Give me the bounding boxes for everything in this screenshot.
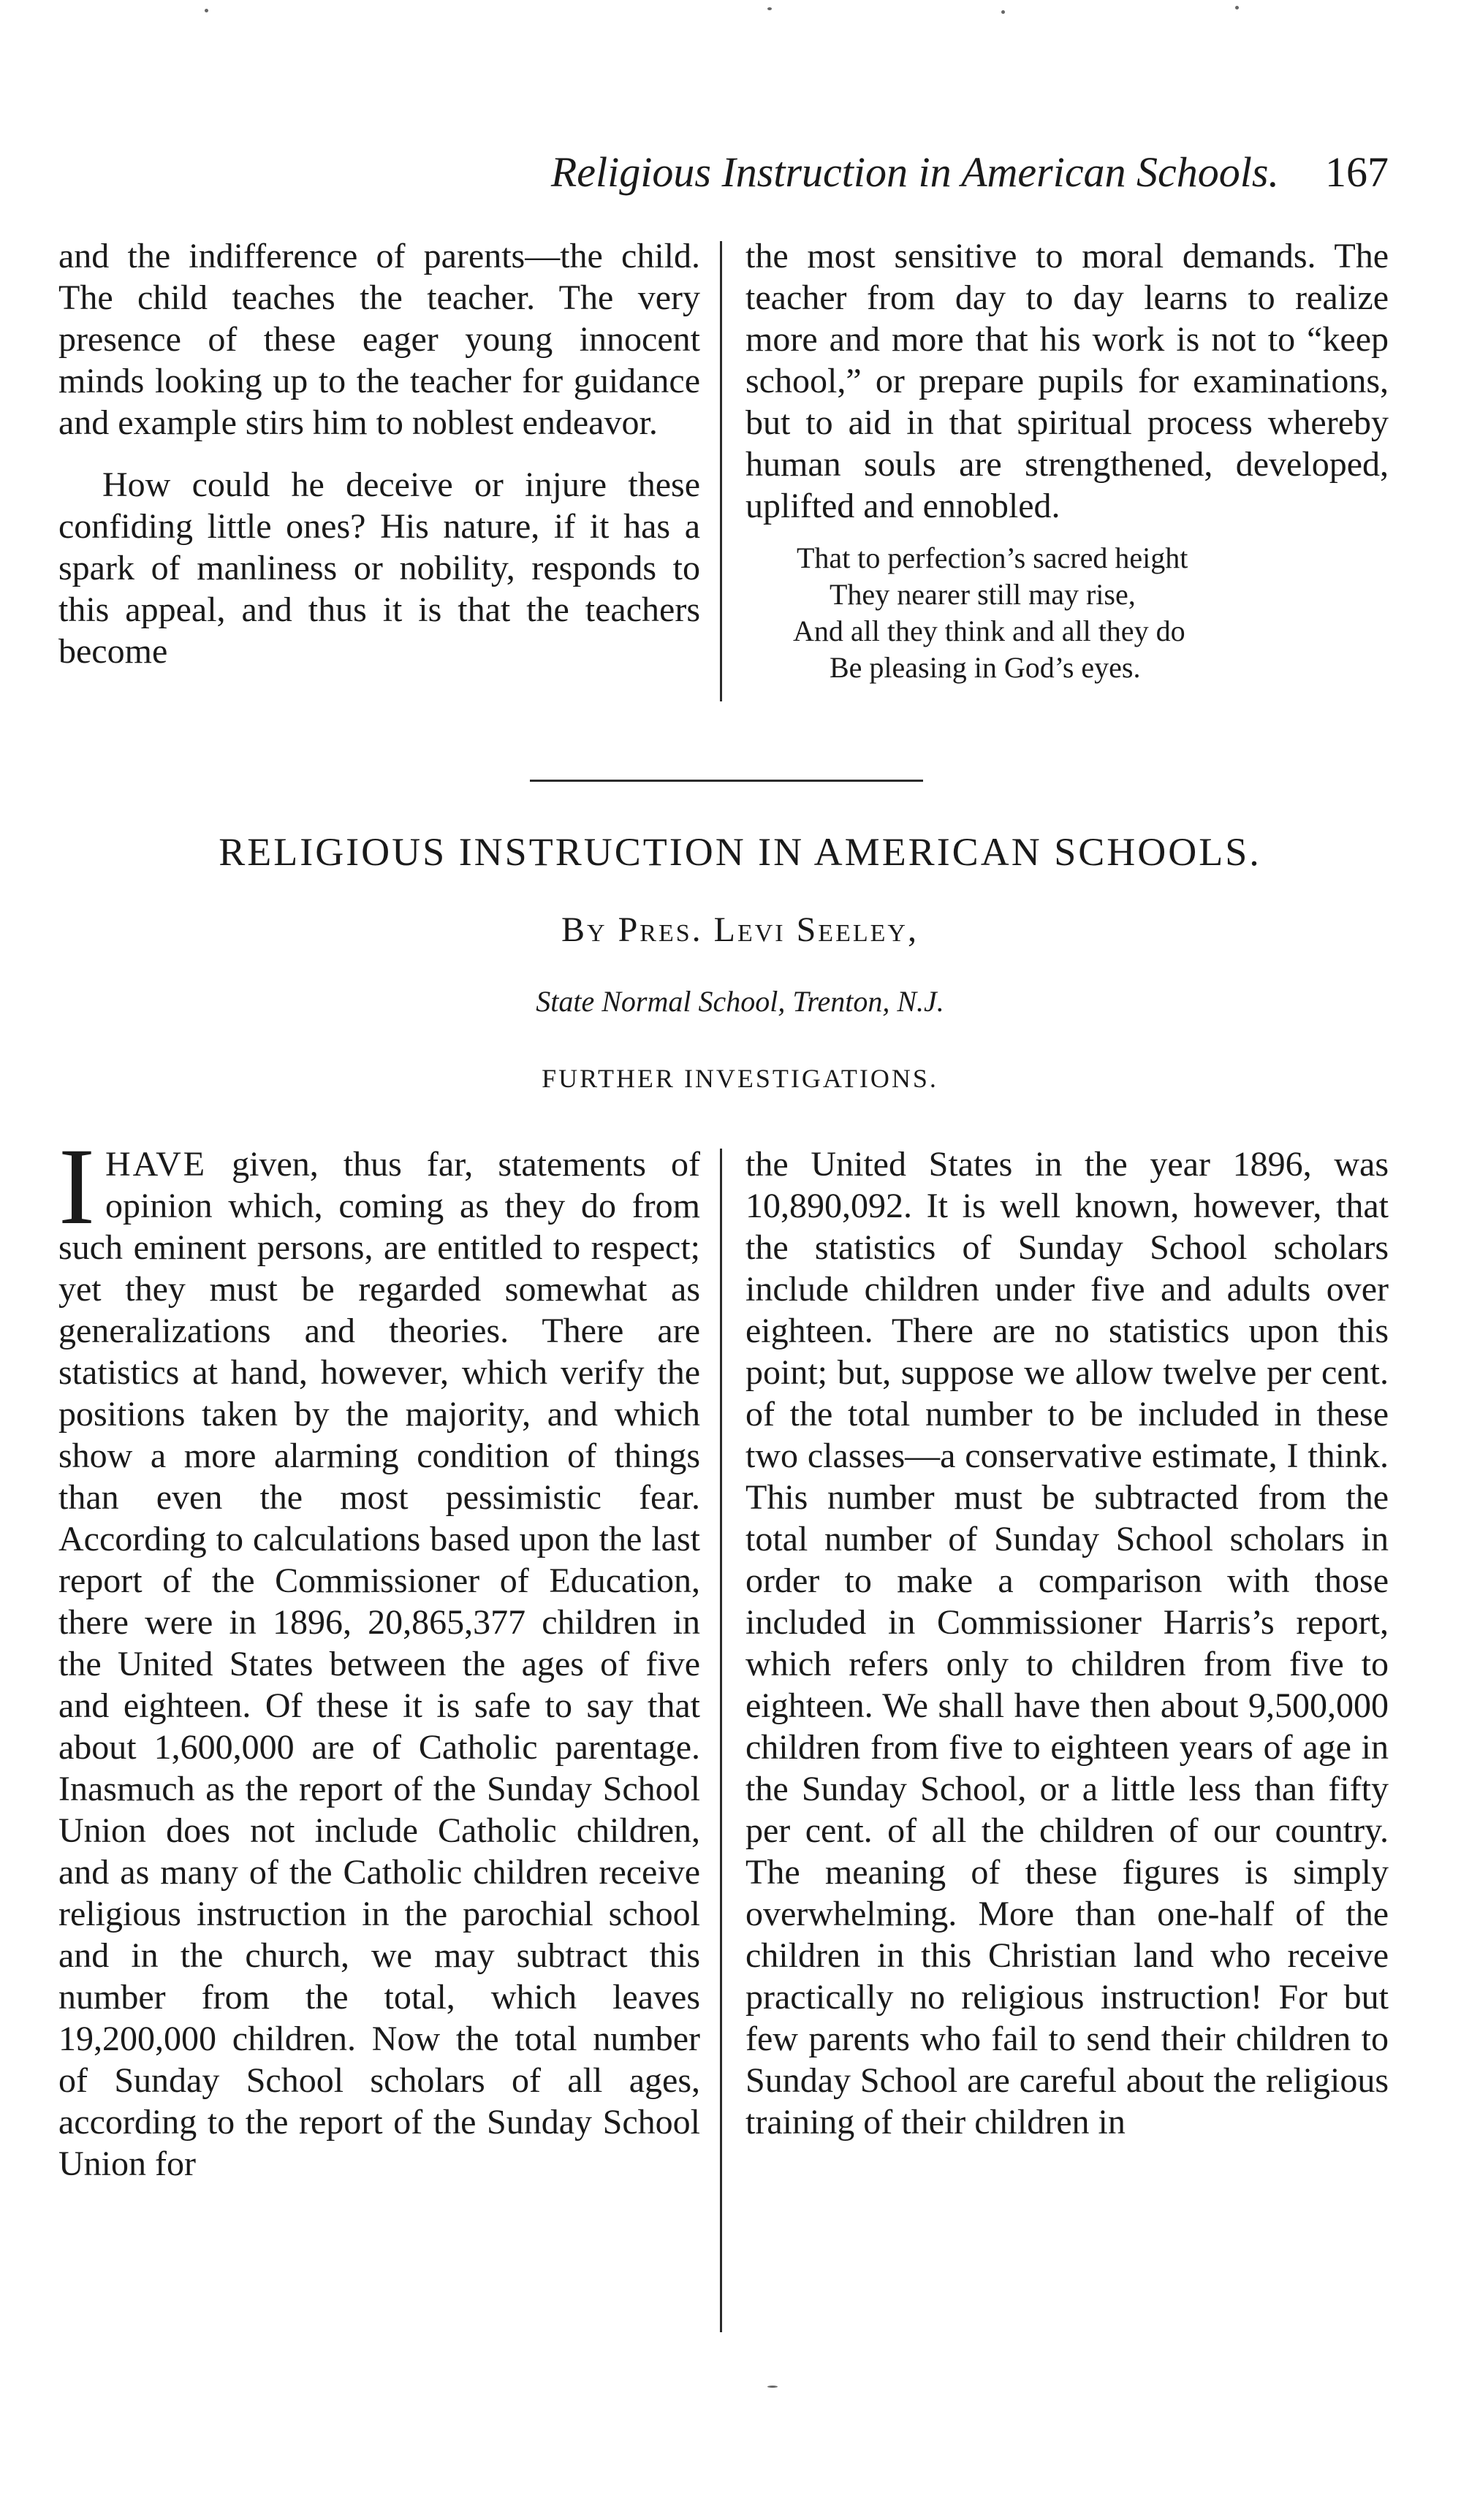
section-divider — [530, 780, 923, 782]
scan-speck — [767, 2386, 778, 2388]
section-subheading: FURTHER INVESTIGATIONS. — [542, 1064, 938, 1093]
poem-line: Be pleasing in God’s eyes. — [830, 651, 1141, 684]
poem-line: That to perfection’s sacred height — [797, 541, 1188, 574]
poem-stanza — [745, 540, 1389, 686]
article-title: RELIGIOUS INSTRUCTION IN AMERICAN SCHOOLS. — [219, 830, 1261, 874]
poem-line: They nearer still may rise, — [830, 578, 1136, 611]
scan-speck — [205, 9, 208, 12]
page-number: 167 — [1325, 148, 1389, 196]
top-left-column — [58, 235, 700, 672]
scan-speck — [767, 7, 772, 10]
top-right-column — [745, 235, 1389, 686]
running-head — [44, 139, 1389, 205]
column-rule — [720, 1149, 722, 2332]
paragraph: and the indifference of parents—the child. The child teaches the teacher. The very presence of these eager young innocent minds looking up to the teacher for guidance and example stirs him to noblest endeavor. — [58, 237, 700, 442]
drop-cap: I — [58, 1126, 95, 1247]
paragraph: the United States in the year 1896, was 10,890,092. It is well known, however, that the statistics of Sunday School scholars include children under five and adults over eighteen. There are no statistics upon this point; but, suppose we allow twelve per cent. of the total number to be included in these two classes—a conservative estimate, I think. This number must be subtracted from the total number of Sunday School scholars in order to make a comparison with those included in Commissioner Harris’s report, which refers only to children from five to eighteen. We shall have then about 9,500,000 children from five to eighteen years of age in the Sunday School, or a little less than fifty per cent. of all the children of our country. The meaning of these figures is simply overwhelming. More than one-half of the children in this Christian land who receive practically no religious instruction! For but few parents who fail to send their children to Sunday School are careful about the religious training of their children in — [745, 1145, 1389, 2142]
paragraph-text: given, thus far, statements of opinion which, coming as they do from such eminent persons, are entitled to respect; yet they must be regarded somewhat as generalizations and theories. There are statistics at hand, however, which verify the positions taken by the majority, and which show a more alarming condition of things than even the most pessimistic fear. According to calculations based upon the last report of the Commissioner of Education, there were in 1896, 20,865,377 children in the United States between the ages of five and eighteen. Of these it is safe to say that about 1,600,000 are of Catholic parentage. Inasmuch as the report of the Sunday School Union does not include Catholic children, and as many of the Catholic children receive religious instruction in the parochial school and in the church, we may subtract this number from the total, which leaves 19,200,000 children. Now the total number of Sunday School scholars of all ages, according to the report of the Sunday School Union for — [58, 1145, 700, 2183]
poem-line: And all they think and all they do — [793, 614, 1185, 647]
scan-speck — [1001, 10, 1005, 14]
paragraph — [58, 1126, 700, 2185]
author-affiliation: State Normal School, Trenton, N.J. — [536, 985, 944, 1018]
lead-in-caps: HAVE — [105, 1145, 208, 1184]
paragraph: How could he deceive or injure these confiding little ones? His nature, if it has a spark of manliness or nobility, responds to this appeal, and thus it is that the teachers become — [58, 465, 700, 671]
column-rule — [720, 241, 722, 701]
scan-speck — [1235, 6, 1239, 9]
running-title: Religious Instruction in American Schools. — [550, 148, 1279, 196]
author-byline: By Pres. Levi Seeley, — [561, 910, 919, 949]
body-right-column — [745, 1143, 1389, 2143]
body-left-column — [58, 1126, 700, 2185]
paragraph: the most sensitive to moral demands. The teacher from day to day learns to realize more and more that his work is not to “keep school,” or prepare pupils for examinations, but to aid in that spiritual process whereby human souls are strengthened, developed, uplifted and ennobled. — [745, 237, 1389, 525]
